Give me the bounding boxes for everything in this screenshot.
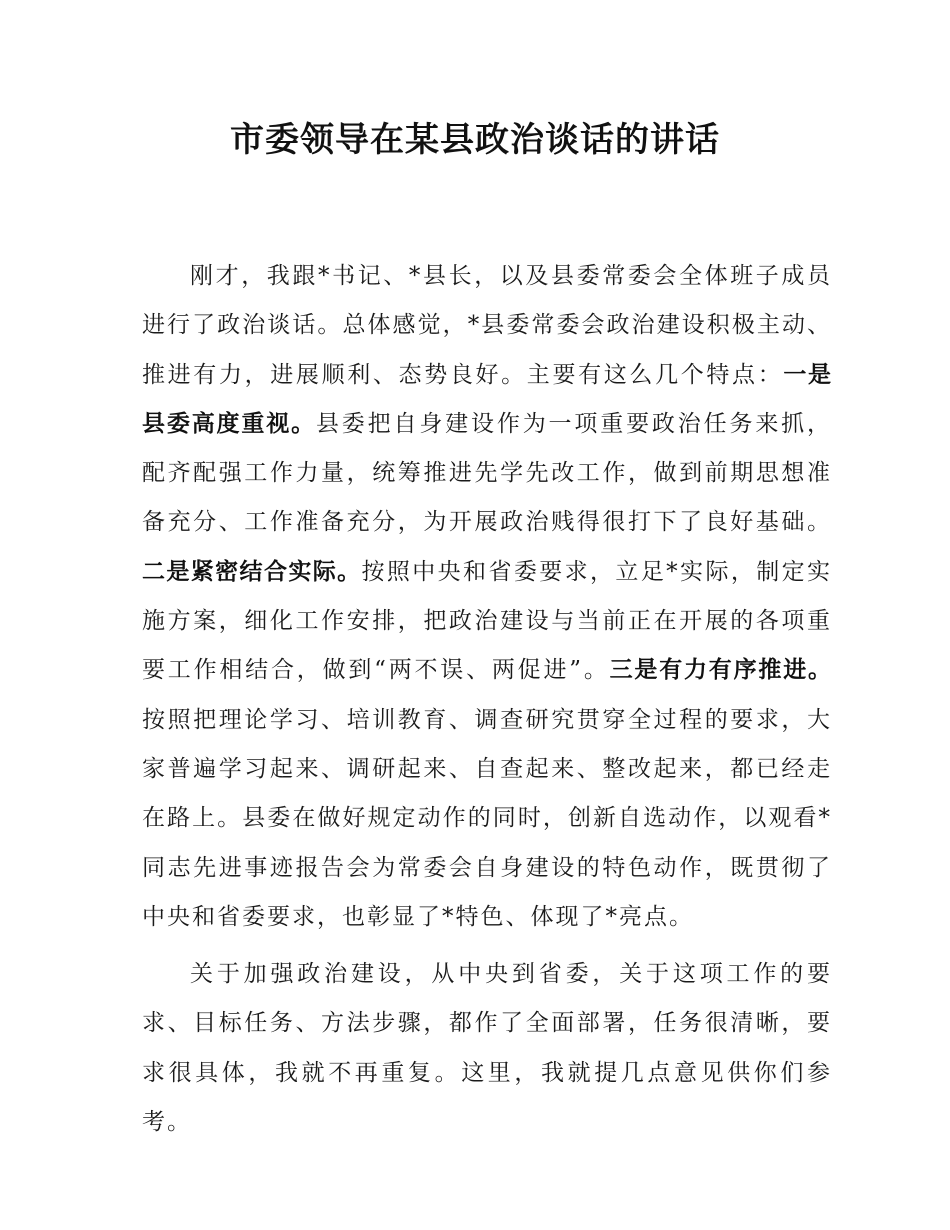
paragraph-text: 刚才，我跟*书记、*县长，以及县委常委会全体班子成员进行了政治谈话。总体感觉，*县委常委会政治建设积极主动、推进有力，进展顺利、态势良好。主要有这么几个特点： (142, 263, 832, 388)
document-title: 市委领导在某县政治谈话的讲话 (230, 120, 720, 160)
paragraph-text: 按照把理论学习、培训教育、调查研究贯穿全过程的要求，大家普遍学习起来、调研起来、自查起来、整改起来，都已经走在路上。县委在做好规定动作的同时，创新自选动作，以观看*同志先进事迹报告会为常委会自身建设的特色动作，既贯彻了中央和省委要求，也彰显了*特色、体现了*亮点。 (142, 706, 832, 930)
paragraph-text: 按照中央和省委要求，立足*实际，制定实施方案，细化工作安排，把政治建设与当前正在开展的各项重要工作相结合，做到“两不误、两促进”。 (142, 558, 833, 684)
point-two-heading: 二是紧密结合实际。 (142, 558, 362, 585)
paragraph-text: 县委把自身建设作为一项重要政治任务来抓，配齐配强工作力量，统筹推进先学先改工作，做到前期思想准备充分、工作准备充分，为开展政治贱得很打下了良好基础。 (142, 410, 833, 536)
point-three-heading: 三是有力有序推进。 (609, 657, 832, 684)
paragraph-overview (142, 252, 832, 942)
point-one-heading: 一是县委高度重视。 (142, 361, 833, 437)
paragraph-intro: 关于加强政治建设，从中央到省委，关于这项工作的要求、目标任务、方法步骤，都作了全面部署，任务很清晰，要求很具体，我就不再重复。这里，我就提几点意见供你们参考。 (142, 961, 832, 1136)
document-body (142, 252, 832, 1147)
